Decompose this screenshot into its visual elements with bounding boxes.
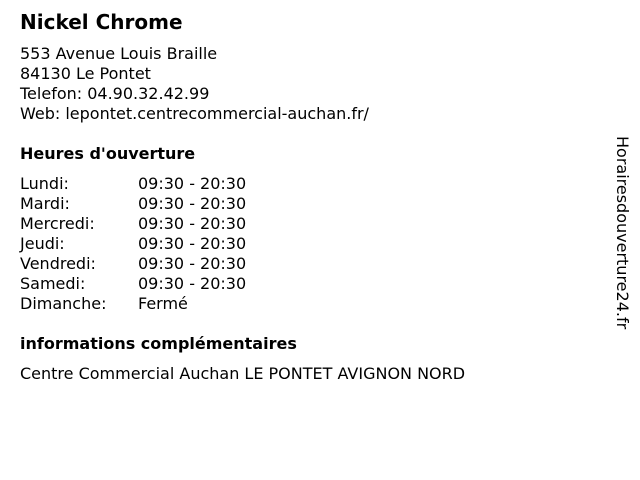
site-watermark: Horairesdouverture24.fr — [613, 136, 632, 330]
street-address: 553 Avenue Louis Braille — [20, 44, 218, 63]
day-label: Jeudi: — [20, 234, 65, 253]
day-time: 09:30 - 20:30 — [138, 174, 247, 193]
additional-info-heading: informations complémentaires — [20, 334, 297, 353]
hours-row-wednesday — [20, 214, 246, 234]
day-time: 09:30 - 20:30 — [138, 254, 247, 273]
hours-row-sunday — [20, 294, 246, 314]
opening-hours-heading: Heures d'ouverture — [20, 144, 196, 163]
hours-row-monday — [20, 174, 246, 194]
day-time: 09:30 - 20:30 — [138, 274, 247, 293]
day-time: Fermé — [138, 294, 188, 313]
day-label: Samedi: — [20, 274, 86, 293]
day-label: Lundi: — [20, 174, 69, 193]
additional-info-text: Centre Commercial Auchan LE PONTET AVIGNON NORD — [20, 364, 466, 383]
hours-row-friday — [20, 254, 246, 274]
day-label: Vendredi: — [20, 254, 96, 273]
day-time: 09:30 - 20:30 — [138, 234, 247, 253]
website: Web: lepontet.centrecommercial-auchan.fr/ — [20, 104, 369, 123]
hours-row-saturday — [20, 274, 246, 294]
hours-row-tuesday — [20, 194, 246, 214]
address-block — [20, 44, 369, 124]
opening-hours-list — [20, 174, 246, 314]
phone-number: Telefon: 04.90.32.42.99 — [20, 84, 210, 103]
day-label: Dimanche: — [20, 294, 107, 313]
day-time: 09:30 - 20:30 — [138, 194, 247, 213]
hours-row-thursday — [20, 234, 246, 254]
day-label: Mardi: — [20, 194, 70, 213]
city-postal: 84130 Le Pontet — [20, 64, 151, 83]
day-time: 09:30 - 20:30 — [138, 214, 247, 233]
page-title: Nickel Chrome — [20, 10, 183, 34]
day-label: Mercredi: — [20, 214, 95, 233]
